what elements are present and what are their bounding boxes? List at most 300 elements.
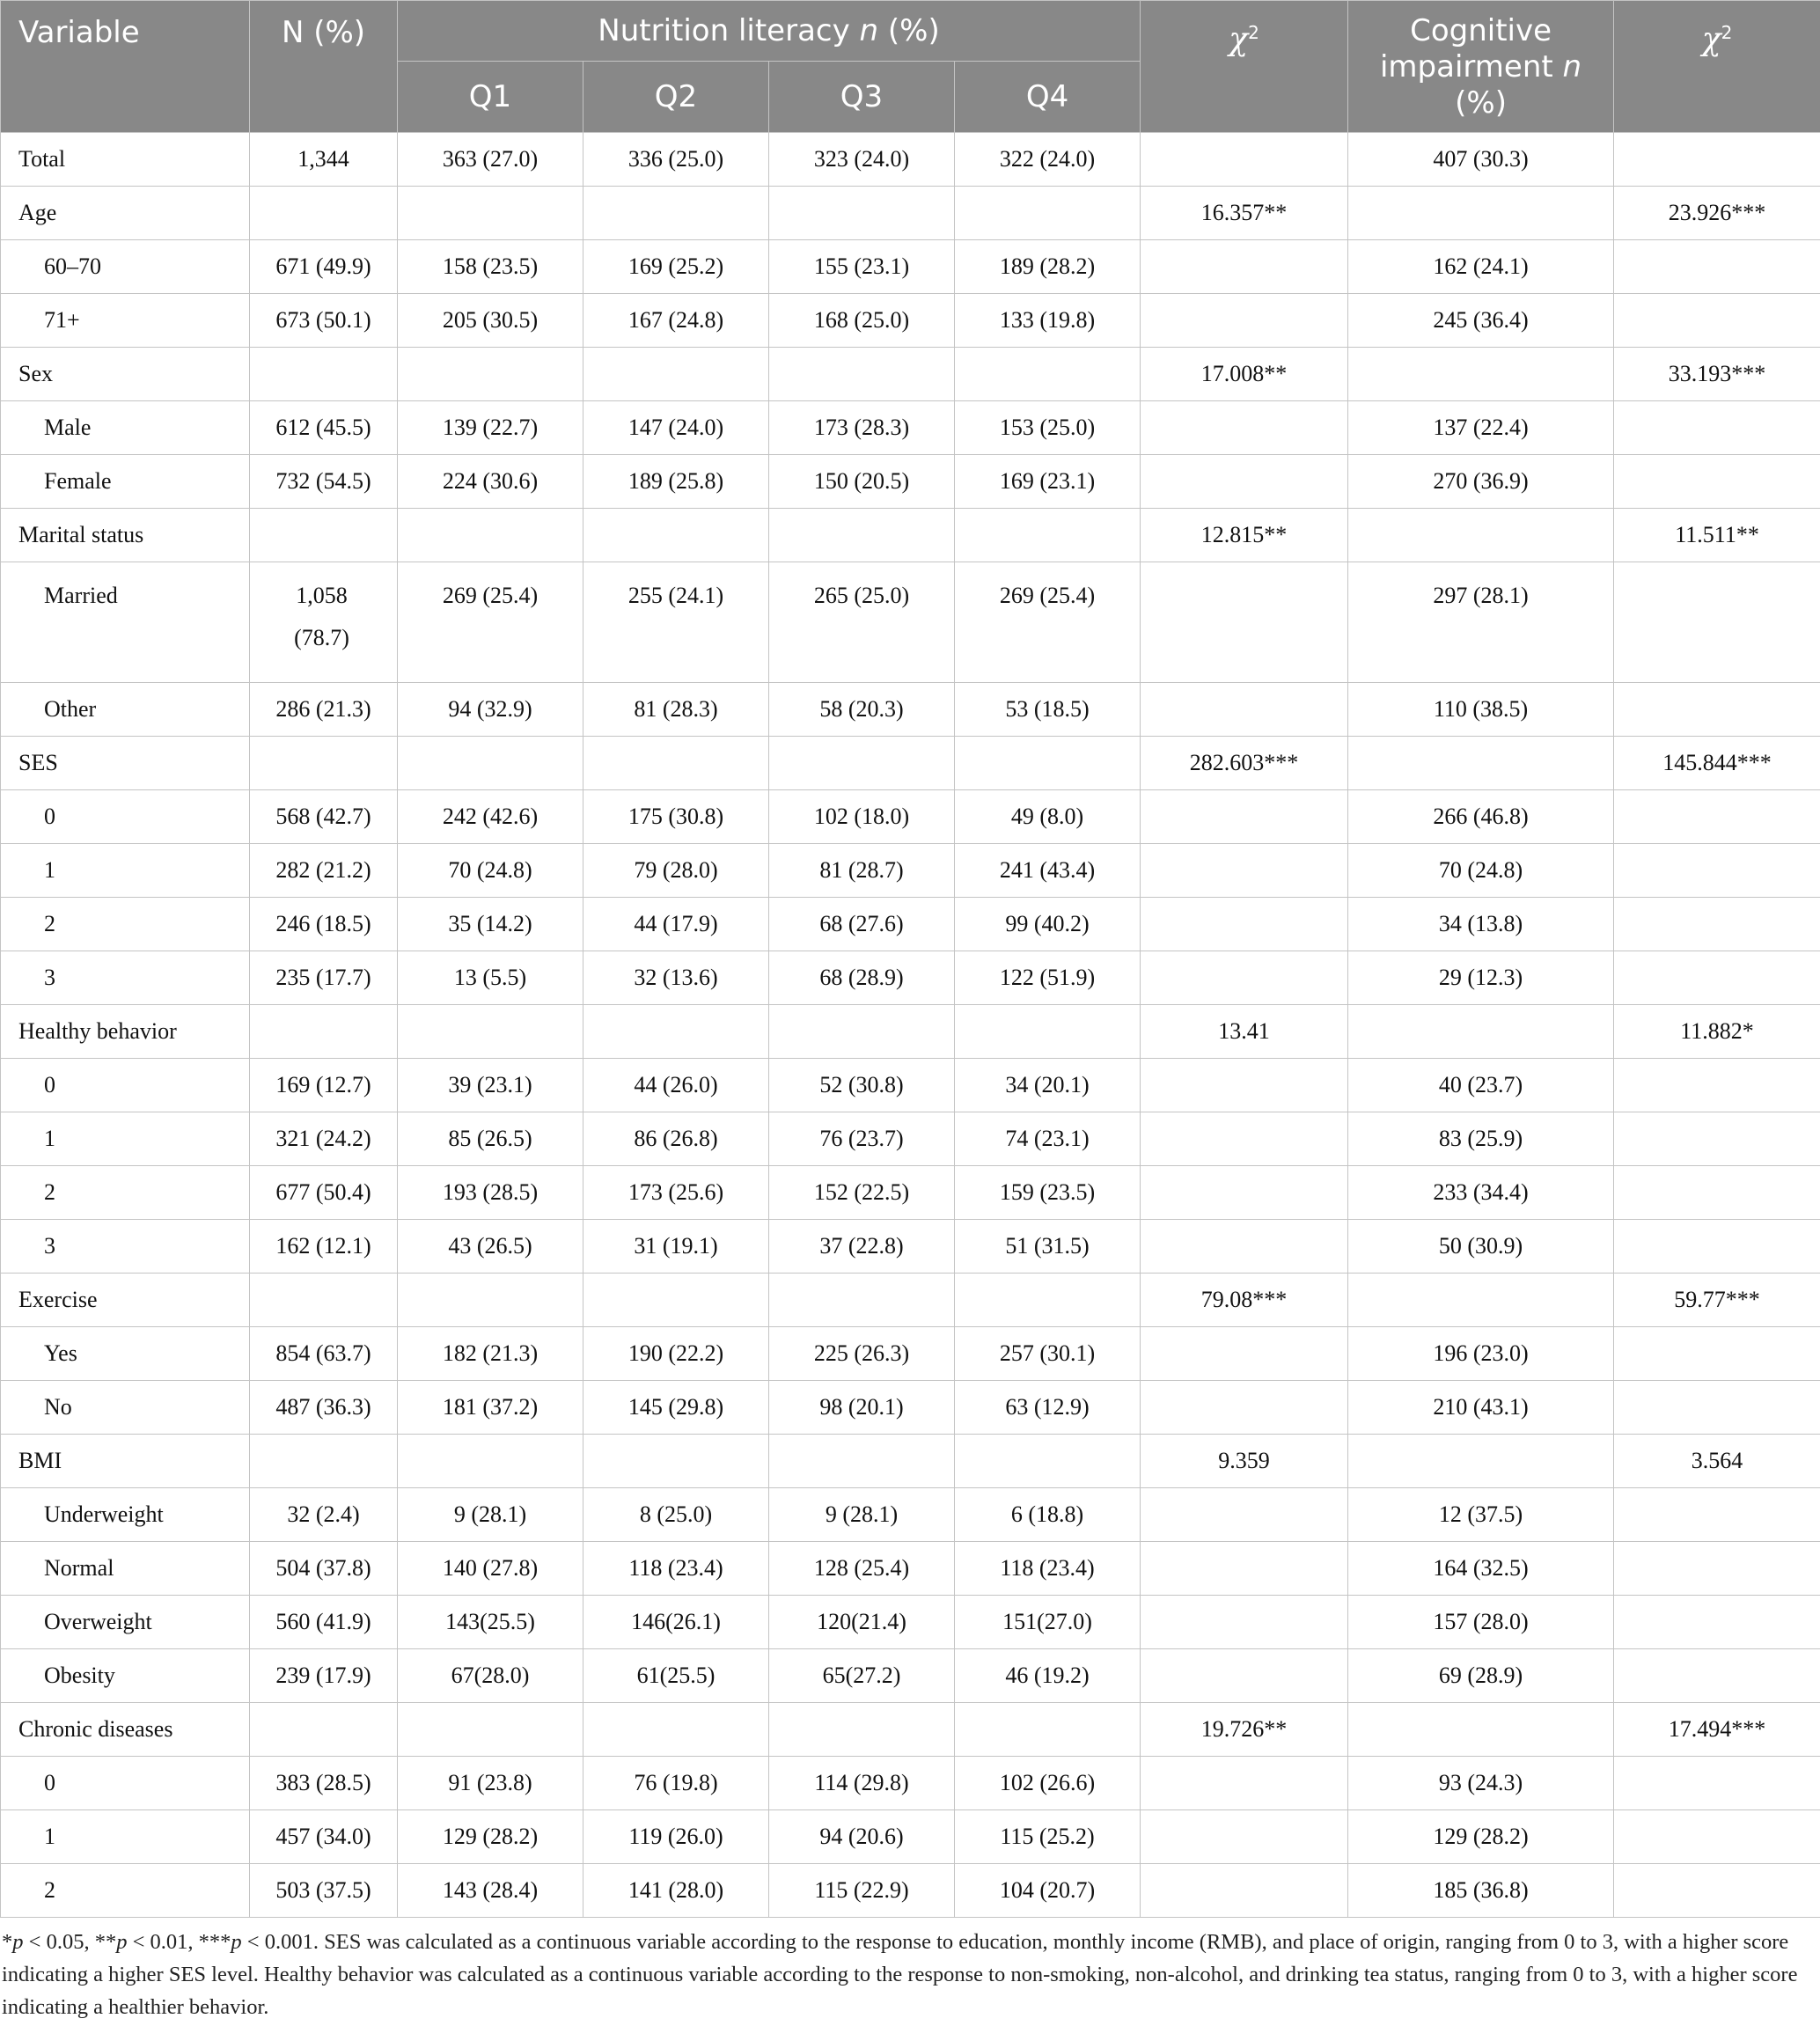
header-nutrition-n: n bbox=[859, 13, 879, 48]
cell-q3: 37 (22.8) bbox=[769, 1220, 955, 1274]
cell-chi-nutrition bbox=[1141, 844, 1348, 898]
cell-q2: 336 (25.0) bbox=[583, 133, 769, 187]
row-label: Overweight bbox=[1, 1596, 250, 1649]
cell-q2: 173 (25.6) bbox=[583, 1166, 769, 1220]
cell-q1 bbox=[398, 348, 583, 401]
cell-q2: 141 (28.0) bbox=[583, 1864, 769, 1918]
cell-chi-nutrition bbox=[1141, 1059, 1348, 1112]
header-n-percent: N (%) bbox=[250, 1, 398, 133]
cell-n-percent: 383 (28.5) bbox=[250, 1757, 398, 1810]
cell-q3: 173 (28.3) bbox=[769, 401, 955, 455]
cell-cognitive: 129 (28.2) bbox=[1348, 1810, 1614, 1864]
table-row bbox=[1, 1649, 1820, 1703]
row-label: 1 bbox=[1, 1112, 250, 1166]
cell-q3: 265 (25.0) bbox=[769, 562, 955, 683]
cell-q3: 65(27.2) bbox=[769, 1649, 955, 1703]
cell-q1: 139 (22.7) bbox=[398, 401, 583, 455]
cell-chi-cognitive bbox=[1614, 1059, 1820, 1112]
cell-q2: 255 (24.1) bbox=[583, 562, 769, 683]
cell-n-percent: 612 (45.5) bbox=[250, 401, 398, 455]
cell-n-percent: 162 (12.1) bbox=[250, 1220, 398, 1274]
header-cog-n: n bbox=[1562, 49, 1582, 84]
cell-cognitive bbox=[1348, 509, 1614, 562]
cell-q4 bbox=[955, 1703, 1141, 1757]
cell-n-percent: 286 (21.3) bbox=[250, 683, 398, 737]
cell-cognitive: 93 (24.3) bbox=[1348, 1757, 1614, 1810]
footnote-text: < 0.05, ** bbox=[23, 1930, 117, 1954]
table-row bbox=[1, 294, 1820, 348]
cell-n-percent bbox=[250, 509, 398, 562]
cell-q1 bbox=[398, 1005, 583, 1059]
cell-q1: 242 (42.6) bbox=[398, 790, 583, 844]
row-label: SES bbox=[1, 737, 250, 790]
cell-q1: 13 (5.5) bbox=[398, 951, 583, 1005]
cell-q2: 147 (24.0) bbox=[583, 401, 769, 455]
cell-q1: 181 (37.2) bbox=[398, 1381, 583, 1435]
footnote-p: p bbox=[116, 1930, 128, 1954]
cell-n-percent: 568 (42.7) bbox=[250, 790, 398, 844]
cell-q1: 70 (24.8) bbox=[398, 844, 583, 898]
cell-cognitive: 266 (46.8) bbox=[1348, 790, 1614, 844]
table-row bbox=[1, 1220, 1820, 1274]
cell-q4: 49 (8.0) bbox=[955, 790, 1141, 844]
row-label: 1 bbox=[1, 844, 250, 898]
table-row bbox=[1, 1810, 1820, 1864]
header-q1: Q1 bbox=[398, 62, 583, 133]
cell-n-percent bbox=[250, 187, 398, 240]
cell-q4: 133 (19.8) bbox=[955, 294, 1141, 348]
row-label: Yes bbox=[1, 1327, 250, 1381]
cell-q3: 94 (20.6) bbox=[769, 1810, 955, 1864]
cell-q3 bbox=[769, 1703, 955, 1757]
row-label: 3 bbox=[1, 951, 250, 1005]
cell-q2: 119 (26.0) bbox=[583, 1810, 769, 1864]
cell-q2: 175 (30.8) bbox=[583, 790, 769, 844]
cell-cognitive: 110 (38.5) bbox=[1348, 683, 1614, 737]
cell-chi-nutrition: 12.815** bbox=[1141, 509, 1348, 562]
cell-n-line: 1,058 bbox=[296, 583, 348, 608]
row-label: Exercise bbox=[1, 1274, 250, 1327]
cell-q2: 44 (17.9) bbox=[583, 898, 769, 951]
cell-q1 bbox=[398, 187, 583, 240]
cell-n-percent: 854 (63.7) bbox=[250, 1327, 398, 1381]
cell-chi-cognitive bbox=[1614, 1220, 1820, 1274]
table-row bbox=[1, 737, 1820, 790]
row-label: 1 bbox=[1, 1810, 250, 1864]
cell-q4: 159 (23.5) bbox=[955, 1166, 1141, 1220]
footnote-p: p bbox=[231, 1930, 242, 1954]
header-q2: Q2 bbox=[583, 62, 769, 133]
cell-chi-nutrition bbox=[1141, 1542, 1348, 1596]
cell-chi-nutrition: 16.357** bbox=[1141, 187, 1348, 240]
cell-chi-nutrition: 19.726** bbox=[1141, 1703, 1348, 1757]
row-label: 2 bbox=[1, 1166, 250, 1220]
cell-q4: 74 (23.1) bbox=[955, 1112, 1141, 1166]
cell-chi-cognitive bbox=[1614, 844, 1820, 898]
cell-n-percent: 673 (50.1) bbox=[250, 294, 398, 348]
cell-q4 bbox=[955, 187, 1141, 240]
header-q4: Q4 bbox=[955, 62, 1141, 133]
cell-q3: 120(21.4) bbox=[769, 1596, 955, 1649]
cell-q4: 63 (12.9) bbox=[955, 1381, 1141, 1435]
cell-q2: 167 (24.8) bbox=[583, 294, 769, 348]
cell-q3: 150 (20.5) bbox=[769, 455, 955, 509]
cell-q3: 98 (20.1) bbox=[769, 1381, 955, 1435]
cell-n-percent: 487 (36.3) bbox=[250, 1381, 398, 1435]
table-row bbox=[1, 1112, 1820, 1166]
cell-q4: 118 (23.4) bbox=[955, 1542, 1141, 1596]
cell-q2: 8 (25.0) bbox=[583, 1488, 769, 1542]
table-row bbox=[1, 1327, 1820, 1381]
cell-cognitive: 157 (28.0) bbox=[1348, 1596, 1614, 1649]
cell-chi-cognitive bbox=[1614, 1649, 1820, 1703]
table-row bbox=[1, 1596, 1820, 1649]
cell-chi-cognitive bbox=[1614, 401, 1820, 455]
cell-cognitive: 29 (12.3) bbox=[1348, 951, 1614, 1005]
cell-q1: 158 (23.5) bbox=[398, 240, 583, 294]
cell-q1: 363 (27.0) bbox=[398, 133, 583, 187]
cell-chi-nutrition bbox=[1141, 294, 1348, 348]
table-row bbox=[1, 1703, 1820, 1757]
table-footnote bbox=[0, 1926, 1804, 2023]
cell-chi-nutrition bbox=[1141, 1649, 1348, 1703]
header-chi-square-cognitive bbox=[1614, 1, 1820, 133]
cell-cognitive: 12 (37.5) bbox=[1348, 1488, 1614, 1542]
cell-chi-cognitive bbox=[1614, 951, 1820, 1005]
cell-chi-nutrition bbox=[1141, 1166, 1348, 1220]
cell-q3 bbox=[769, 737, 955, 790]
row-label: 2 bbox=[1, 1864, 250, 1918]
table-row bbox=[1, 455, 1820, 509]
row-label: 60–70 bbox=[1, 240, 250, 294]
cell-q2: 118 (23.4) bbox=[583, 1542, 769, 1596]
row-label: BMI bbox=[1, 1435, 250, 1488]
cell-chi-cognitive: 11.882* bbox=[1614, 1005, 1820, 1059]
cell-q1 bbox=[398, 737, 583, 790]
cell-cognitive: 83 (25.9) bbox=[1348, 1112, 1614, 1166]
cell-chi-nutrition bbox=[1141, 898, 1348, 951]
cell-chi-cognitive: 3.564 bbox=[1614, 1435, 1820, 1488]
cell-chi-cognitive bbox=[1614, 1810, 1820, 1864]
cell-q1: 143(25.5) bbox=[398, 1596, 583, 1649]
cell-cognitive: 70 (24.8) bbox=[1348, 844, 1614, 898]
cell-chi-cognitive: 17.494*** bbox=[1614, 1703, 1820, 1757]
cell-n-percent bbox=[250, 562, 398, 683]
cell-q4: 115 (25.2) bbox=[955, 1810, 1141, 1864]
cell-q2: 146(26.1) bbox=[583, 1596, 769, 1649]
table-row bbox=[1, 1542, 1820, 1596]
header-cog-line1: Cognitive bbox=[1410, 13, 1552, 48]
cell-chi-cognitive: 23.926*** bbox=[1614, 187, 1820, 240]
cell-chi-nutrition bbox=[1141, 1810, 1348, 1864]
cell-n-percent: 246 (18.5) bbox=[250, 898, 398, 951]
cell-q1: 129 (28.2) bbox=[398, 1810, 583, 1864]
cell-chi-cognitive bbox=[1614, 562, 1820, 683]
cell-n-percent: 32 (2.4) bbox=[250, 1488, 398, 1542]
cell-cognitive: 196 (23.0) bbox=[1348, 1327, 1614, 1381]
header-nutrition-literacy bbox=[398, 1, 1141, 62]
cell-cognitive bbox=[1348, 187, 1614, 240]
cell-q4: 99 (40.2) bbox=[955, 898, 1141, 951]
table-row bbox=[1, 1166, 1820, 1220]
cell-q4: 53 (18.5) bbox=[955, 683, 1141, 737]
cell-q4: 104 (20.7) bbox=[955, 1864, 1141, 1918]
cell-q1 bbox=[398, 1274, 583, 1327]
cell-chi-cognitive: 11.511** bbox=[1614, 509, 1820, 562]
cell-q2: 145 (29.8) bbox=[583, 1381, 769, 1435]
cell-q2: 31 (19.1) bbox=[583, 1220, 769, 1274]
cell-chi-nutrition bbox=[1141, 1757, 1348, 1810]
cell-chi-cognitive bbox=[1614, 455, 1820, 509]
cell-q3 bbox=[769, 1005, 955, 1059]
cell-q3: 323 (24.0) bbox=[769, 133, 955, 187]
cell-cognitive bbox=[1348, 348, 1614, 401]
table-row bbox=[1, 1757, 1820, 1810]
cell-n-percent: 239 (17.9) bbox=[250, 1649, 398, 1703]
row-label: Healthy behavior bbox=[1, 1005, 250, 1059]
cell-q4: 151(27.0) bbox=[955, 1596, 1141, 1649]
cell-q1: 143 (28.4) bbox=[398, 1864, 583, 1918]
cell-chi-nutrition bbox=[1141, 1220, 1348, 1274]
row-label: Marital status bbox=[1, 509, 250, 562]
cell-cognitive bbox=[1348, 737, 1614, 790]
cell-q4 bbox=[955, 1005, 1141, 1059]
chi-superscript: 2 bbox=[1248, 22, 1259, 43]
chi-symbol: χ bbox=[1229, 21, 1249, 58]
cell-cognitive: 164 (32.5) bbox=[1348, 1542, 1614, 1596]
cell-q1 bbox=[398, 1703, 583, 1757]
cell-chi-cognitive bbox=[1614, 1596, 1820, 1649]
cell-chi-nutrition bbox=[1141, 790, 1348, 844]
cell-q3 bbox=[769, 509, 955, 562]
cell-n-percent bbox=[250, 1703, 398, 1757]
cell-n-percent: 1,344 bbox=[250, 133, 398, 187]
cell-n-percent: 504 (37.8) bbox=[250, 1542, 398, 1596]
cell-chi-nutrition bbox=[1141, 683, 1348, 737]
cell-chi-nutrition bbox=[1141, 1864, 1348, 1918]
cell-n-percent: 169 (12.7) bbox=[250, 1059, 398, 1112]
cell-q4: 102 (26.6) bbox=[955, 1757, 1141, 1810]
table-row bbox=[1, 844, 1820, 898]
cell-cognitive: 210 (43.1) bbox=[1348, 1381, 1614, 1435]
cell-q1: 269 (25.4) bbox=[398, 562, 583, 683]
cell-q1: 205 (30.5) bbox=[398, 294, 583, 348]
cell-q4: 46 (19.2) bbox=[955, 1649, 1141, 1703]
cell-q2: 189 (25.8) bbox=[583, 455, 769, 509]
cell-chi-cognitive bbox=[1614, 1757, 1820, 1810]
cell-chi-cognitive bbox=[1614, 683, 1820, 737]
cell-chi-cognitive bbox=[1614, 133, 1820, 187]
cell-chi-cognitive bbox=[1614, 294, 1820, 348]
cell-chi-cognitive bbox=[1614, 240, 1820, 294]
header-q3: Q3 bbox=[769, 62, 955, 133]
cell-cognitive: 185 (36.8) bbox=[1348, 1864, 1614, 1918]
cell-chi-nutrition bbox=[1141, 1381, 1348, 1435]
row-label: Age bbox=[1, 187, 250, 240]
cell-chi-cognitive: 33.193*** bbox=[1614, 348, 1820, 401]
table-row bbox=[1, 1059, 1820, 1112]
cell-q3: 102 (18.0) bbox=[769, 790, 955, 844]
cell-cognitive bbox=[1348, 1274, 1614, 1327]
cell-chi-nutrition: 79.08*** bbox=[1141, 1274, 1348, 1327]
table-row bbox=[1, 951, 1820, 1005]
cell-q1: 39 (23.1) bbox=[398, 1059, 583, 1112]
cell-q4: 257 (30.1) bbox=[955, 1327, 1141, 1381]
table-row bbox=[1, 898, 1820, 951]
cell-cognitive: 407 (30.3) bbox=[1348, 133, 1614, 187]
cell-chi-nutrition bbox=[1141, 240, 1348, 294]
cell-cognitive: 34 (13.8) bbox=[1348, 898, 1614, 951]
cell-n-percent: 732 (54.5) bbox=[250, 455, 398, 509]
cell-q2: 169 (25.2) bbox=[583, 240, 769, 294]
cell-q3: 52 (30.8) bbox=[769, 1059, 955, 1112]
cell-chi-nutrition bbox=[1141, 562, 1348, 683]
cell-n-percent bbox=[250, 1005, 398, 1059]
cell-q4: 322 (24.0) bbox=[955, 133, 1141, 187]
row-label: 0 bbox=[1, 1059, 250, 1112]
cell-chi-nutrition: 13.41 bbox=[1141, 1005, 1348, 1059]
header-cog-line2: impairment bbox=[1379, 49, 1563, 84]
table-row bbox=[1, 1864, 1820, 1918]
cell-chi-cognitive bbox=[1614, 1488, 1820, 1542]
chi-superscript: 2 bbox=[1721, 22, 1733, 43]
cell-q1: 94 (32.9) bbox=[398, 683, 583, 737]
row-label: Female bbox=[1, 455, 250, 509]
cell-q1: 67(28.0) bbox=[398, 1649, 583, 1703]
header-cognitive-impairment bbox=[1348, 1, 1614, 133]
cell-q4: 6 (18.8) bbox=[955, 1488, 1141, 1542]
row-label: 3 bbox=[1, 1220, 250, 1274]
table-row bbox=[1, 187, 1820, 240]
table-row bbox=[1, 562, 1820, 683]
footnote-text: < 0.01, *** bbox=[127, 1930, 231, 1954]
cell-q4: 51 (31.5) bbox=[955, 1220, 1141, 1274]
cell-chi-nutrition bbox=[1141, 455, 1348, 509]
table-header bbox=[1, 1, 1820, 133]
cell-q3: 114 (29.8) bbox=[769, 1757, 955, 1810]
table-row bbox=[1, 1435, 1820, 1488]
table-row bbox=[1, 348, 1820, 401]
cell-q3: 225 (26.3) bbox=[769, 1327, 955, 1381]
row-label: Total bbox=[1, 133, 250, 187]
table-row bbox=[1, 1488, 1820, 1542]
cell-n-percent: 457 (34.0) bbox=[250, 1810, 398, 1864]
cell-chi-cognitive bbox=[1614, 898, 1820, 951]
cell-q3: 58 (20.3) bbox=[769, 683, 955, 737]
cell-chi-nutrition bbox=[1141, 1596, 1348, 1649]
cell-chi-nutrition bbox=[1141, 951, 1348, 1005]
cell-q4 bbox=[955, 1274, 1141, 1327]
cell-q1: 91 (23.8) bbox=[398, 1757, 583, 1810]
cell-q4 bbox=[955, 737, 1141, 790]
cell-cognitive: 137 (22.4) bbox=[1348, 401, 1614, 455]
cell-q2 bbox=[583, 1703, 769, 1757]
cell-q3: 155 (23.1) bbox=[769, 240, 955, 294]
cell-q2 bbox=[583, 509, 769, 562]
cell-cognitive bbox=[1348, 1435, 1614, 1488]
cell-q4 bbox=[955, 509, 1141, 562]
cell-q2: 86 (26.8) bbox=[583, 1112, 769, 1166]
cell-q4 bbox=[955, 348, 1141, 401]
row-label: 2 bbox=[1, 898, 250, 951]
cell-q1 bbox=[398, 509, 583, 562]
row-label: Other bbox=[1, 683, 250, 737]
footnote-text: < 0.001. SES was calculated as a continuous variable according to the response to education, monthly income (RMB), and place of origin, ranging from 0 to 3, with a higher score indicating a higher SES level. Healthy behavior was calculated as a continuous variable according to the response to non-smoking, non-alcohol, and drinking tea status, ranging from 0 to 3, with a higher score indicating a healthier behavior. bbox=[2, 1930, 1798, 2019]
row-label: Male bbox=[1, 401, 250, 455]
cell-q1: 140 (27.8) bbox=[398, 1542, 583, 1596]
cell-n-percent: 321 (24.2) bbox=[250, 1112, 398, 1166]
cell-cognitive bbox=[1348, 1703, 1614, 1757]
table-body bbox=[1, 133, 1820, 1918]
header-cog-line3: (%) bbox=[1455, 85, 1507, 121]
header-nutrition-prefix: Nutrition literacy bbox=[598, 13, 860, 48]
cell-q1: 43 (26.5) bbox=[398, 1220, 583, 1274]
cell-n-percent: 282 (21.2) bbox=[250, 844, 398, 898]
cell-cognitive: 69 (28.9) bbox=[1348, 1649, 1614, 1703]
cell-cognitive: 297 (28.1) bbox=[1348, 562, 1614, 683]
cell-cognitive: 233 (34.4) bbox=[1348, 1166, 1614, 1220]
cell-chi-cognitive bbox=[1614, 1381, 1820, 1435]
row-label: Underweight bbox=[1, 1488, 250, 1542]
row-label: Obesity bbox=[1, 1649, 250, 1703]
cell-q3 bbox=[769, 348, 955, 401]
cell-n-percent: 560 (41.9) bbox=[250, 1596, 398, 1649]
cell-chi-nutrition: 9.359 bbox=[1141, 1435, 1348, 1488]
footnote-star: * bbox=[2, 1930, 13, 1954]
cell-q3: 81 (28.7) bbox=[769, 844, 955, 898]
cell-q1: 35 (14.2) bbox=[398, 898, 583, 951]
cell-q4 bbox=[955, 1435, 1141, 1488]
cell-q3: 68 (27.6) bbox=[769, 898, 955, 951]
cell-cognitive: 270 (36.9) bbox=[1348, 455, 1614, 509]
cell-q1: 224 (30.6) bbox=[398, 455, 583, 509]
cell-q4: 269 (25.4) bbox=[955, 562, 1141, 683]
cell-chi-nutrition bbox=[1141, 133, 1348, 187]
cell-q2 bbox=[583, 1274, 769, 1327]
cell-q2: 32 (13.6) bbox=[583, 951, 769, 1005]
header-chi-square-nutrition bbox=[1141, 1, 1348, 133]
cell-n-percent: 671 (49.9) bbox=[250, 240, 398, 294]
cell-q4: 34 (20.1) bbox=[955, 1059, 1141, 1112]
cell-cognitive bbox=[1348, 1005, 1614, 1059]
cell-chi-cognitive bbox=[1614, 1112, 1820, 1166]
table-row bbox=[1, 1274, 1820, 1327]
table-row bbox=[1, 790, 1820, 844]
header-nutrition-suffix: (%) bbox=[878, 13, 940, 48]
cell-q1: 182 (21.3) bbox=[398, 1327, 583, 1381]
cell-n-percent bbox=[250, 737, 398, 790]
row-label: 71+ bbox=[1, 294, 250, 348]
row-label: No bbox=[1, 1381, 250, 1435]
cell-q2: 61(25.5) bbox=[583, 1649, 769, 1703]
cell-n-percent bbox=[250, 348, 398, 401]
cell-n-percent bbox=[250, 1274, 398, 1327]
cell-q2 bbox=[583, 1435, 769, 1488]
cell-q2: 44 (26.0) bbox=[583, 1059, 769, 1112]
cell-q2 bbox=[583, 348, 769, 401]
cell-cognitive: 245 (36.4) bbox=[1348, 294, 1614, 348]
cell-q4: 122 (51.9) bbox=[955, 951, 1141, 1005]
cell-chi-cognitive bbox=[1614, 1864, 1820, 1918]
table-row bbox=[1, 240, 1820, 294]
cell-q3: 68 (28.9) bbox=[769, 951, 955, 1005]
cell-n-percent: 235 (17.7) bbox=[250, 951, 398, 1005]
chi-symbol: χ bbox=[1701, 21, 1721, 58]
cell-q3 bbox=[769, 187, 955, 240]
table-row bbox=[1, 401, 1820, 455]
row-label: 0 bbox=[1, 790, 250, 844]
cell-q2: 79 (28.0) bbox=[583, 844, 769, 898]
